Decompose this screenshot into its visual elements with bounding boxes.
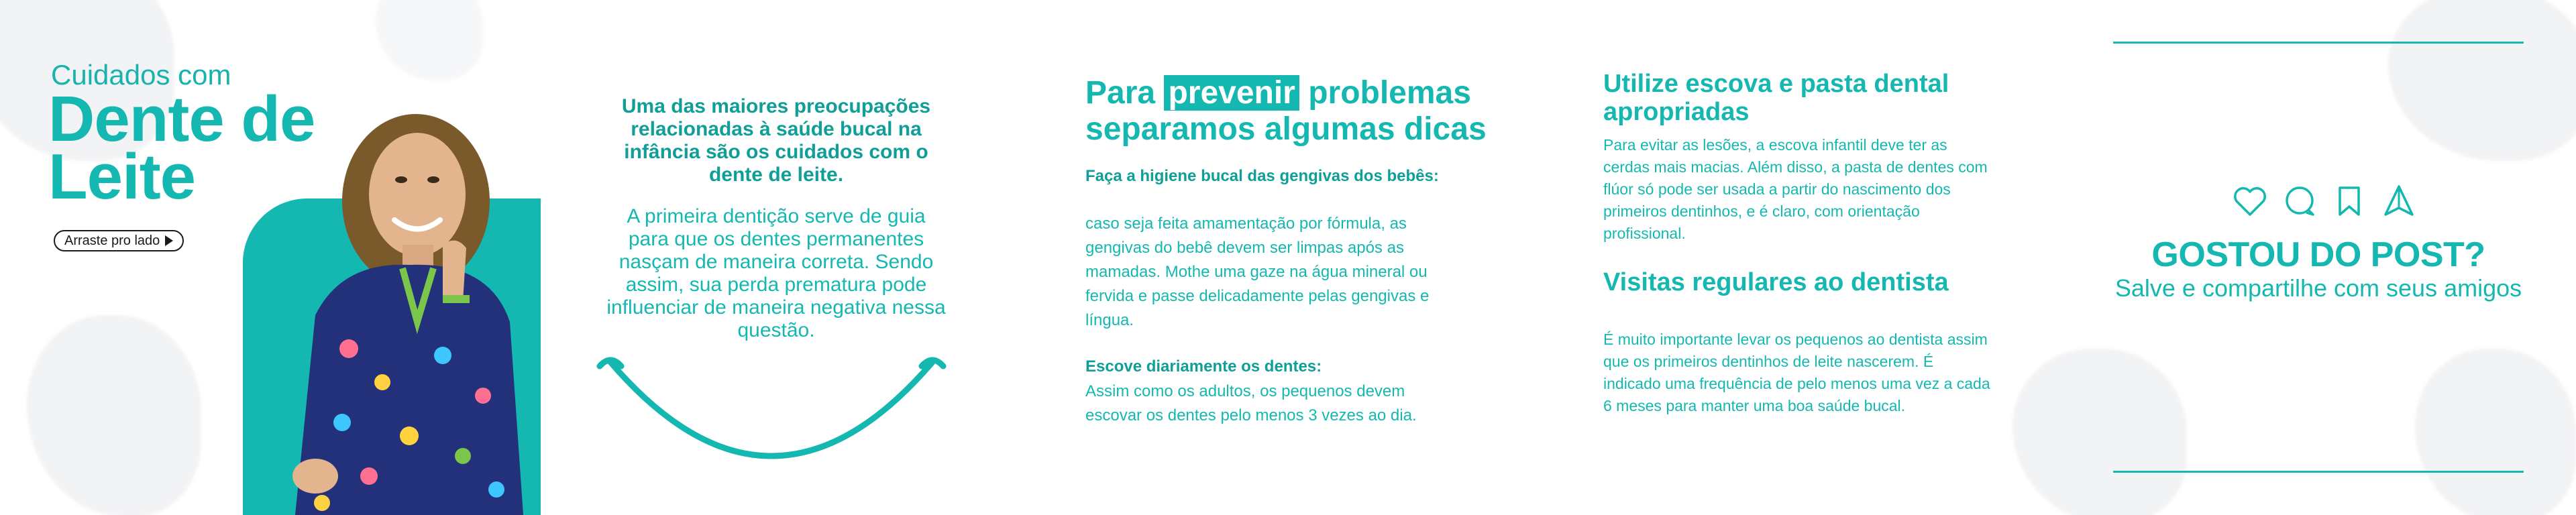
series-subtitle: Cuidados com bbox=[51, 59, 231, 91]
social-actions bbox=[2231, 182, 2418, 220]
tips-title-post: problemas bbox=[1308, 75, 1471, 111]
cta-subtitle: Salve e compartilhe com seus amigos bbox=[2114, 274, 2522, 302]
swipe-hint-button[interactable] bbox=[54, 230, 184, 251]
tips-title-line bbox=[1085, 75, 1487, 111]
heart-icon[interactable] bbox=[2231, 182, 2269, 220]
tip-heading: Utilize escova e pasta dental apropriadas bbox=[1603, 70, 1949, 126]
tip-body: Para evitar as lesões, a escova infantil deve ter as cerdas mais macias. Além disso, a pasta de dentes com flúor só pode ser usada a partir do nascimento dos primeiros dentinhos, e é claro, com orientação profissional. bbox=[1603, 136, 1988, 242]
intro-body-text: A primeira dentição serve de guia para que os dentes permanentes nasçam de maneira correta. Sendo assim, sua perda prematura pode influenciar de maneira negativa nessa questão. bbox=[606, 205, 946, 341]
play-arrow-icon bbox=[165, 235, 173, 246]
smile-curve-decoration bbox=[590, 349, 953, 469]
title-line: Dente de bbox=[48, 83, 315, 155]
background-tooth-shape bbox=[376, 0, 483, 80]
background-tooth-shape bbox=[27, 315, 201, 515]
tips-title-pre: Para bbox=[1085, 75, 1156, 111]
swipe-hint-label: Arraste pro lado bbox=[64, 233, 160, 248]
bookmark-icon[interactable] bbox=[2330, 182, 2368, 220]
tip-body: caso seja feita amamentação por fórmula, as gengivas do bebê devem ser limpas após as mamadas. Mothe uma gaze na água mineral ou fervida e passe delicadamente pelas gengivas e língua. bbox=[1085, 215, 1430, 329]
dentist-photo bbox=[241, 101, 557, 515]
tips-title-highlight: prevenir bbox=[1164, 75, 1299, 111]
tip-body: Assim como os adultos, os pequenos devem escovar os dentes pelo menos 3 vezes ao dia. bbox=[1085, 382, 1417, 424]
cta-title: GOSTOU DO POST? bbox=[2151, 235, 2485, 274]
tip-heading: Escove diariamente os dentes: bbox=[1085, 357, 1322, 376]
title-line: Leite bbox=[48, 141, 196, 213]
tips-title-line2: separamos algumas dicas bbox=[1085, 111, 1487, 147]
tip-heading: Visitas regulares ao dentista bbox=[1603, 268, 1949, 296]
tip-body: É muito importante levar os pequenos ao dentista assim que os primeiros dentinhos de leite nascerem. É indicado uma frequência de pelo menos uma vez a cada 6 meses para manter uma boa saúde bucal. bbox=[1603, 331, 1990, 414]
tips-title bbox=[1085, 75, 1487, 148]
send-icon[interactable] bbox=[2380, 182, 2418, 220]
divider-bottom bbox=[2113, 471, 2524, 473]
intro-lead-text: Uma das maiores preocupações relacionadas à saúde bucal na infância são os cuidados com o dente de leite. bbox=[621, 95, 931, 186]
divider-top bbox=[2113, 42, 2524, 44]
background-tooth-shape bbox=[2415, 349, 2576, 515]
tip-heading: Faça a higiene bucal das gengivas dos bebês: bbox=[1085, 167, 1439, 185]
comment-icon[interactable] bbox=[2281, 182, 2318, 220]
background-tooth-shape bbox=[2388, 0, 2576, 161]
background-tooth-shape bbox=[2012, 349, 2187, 515]
